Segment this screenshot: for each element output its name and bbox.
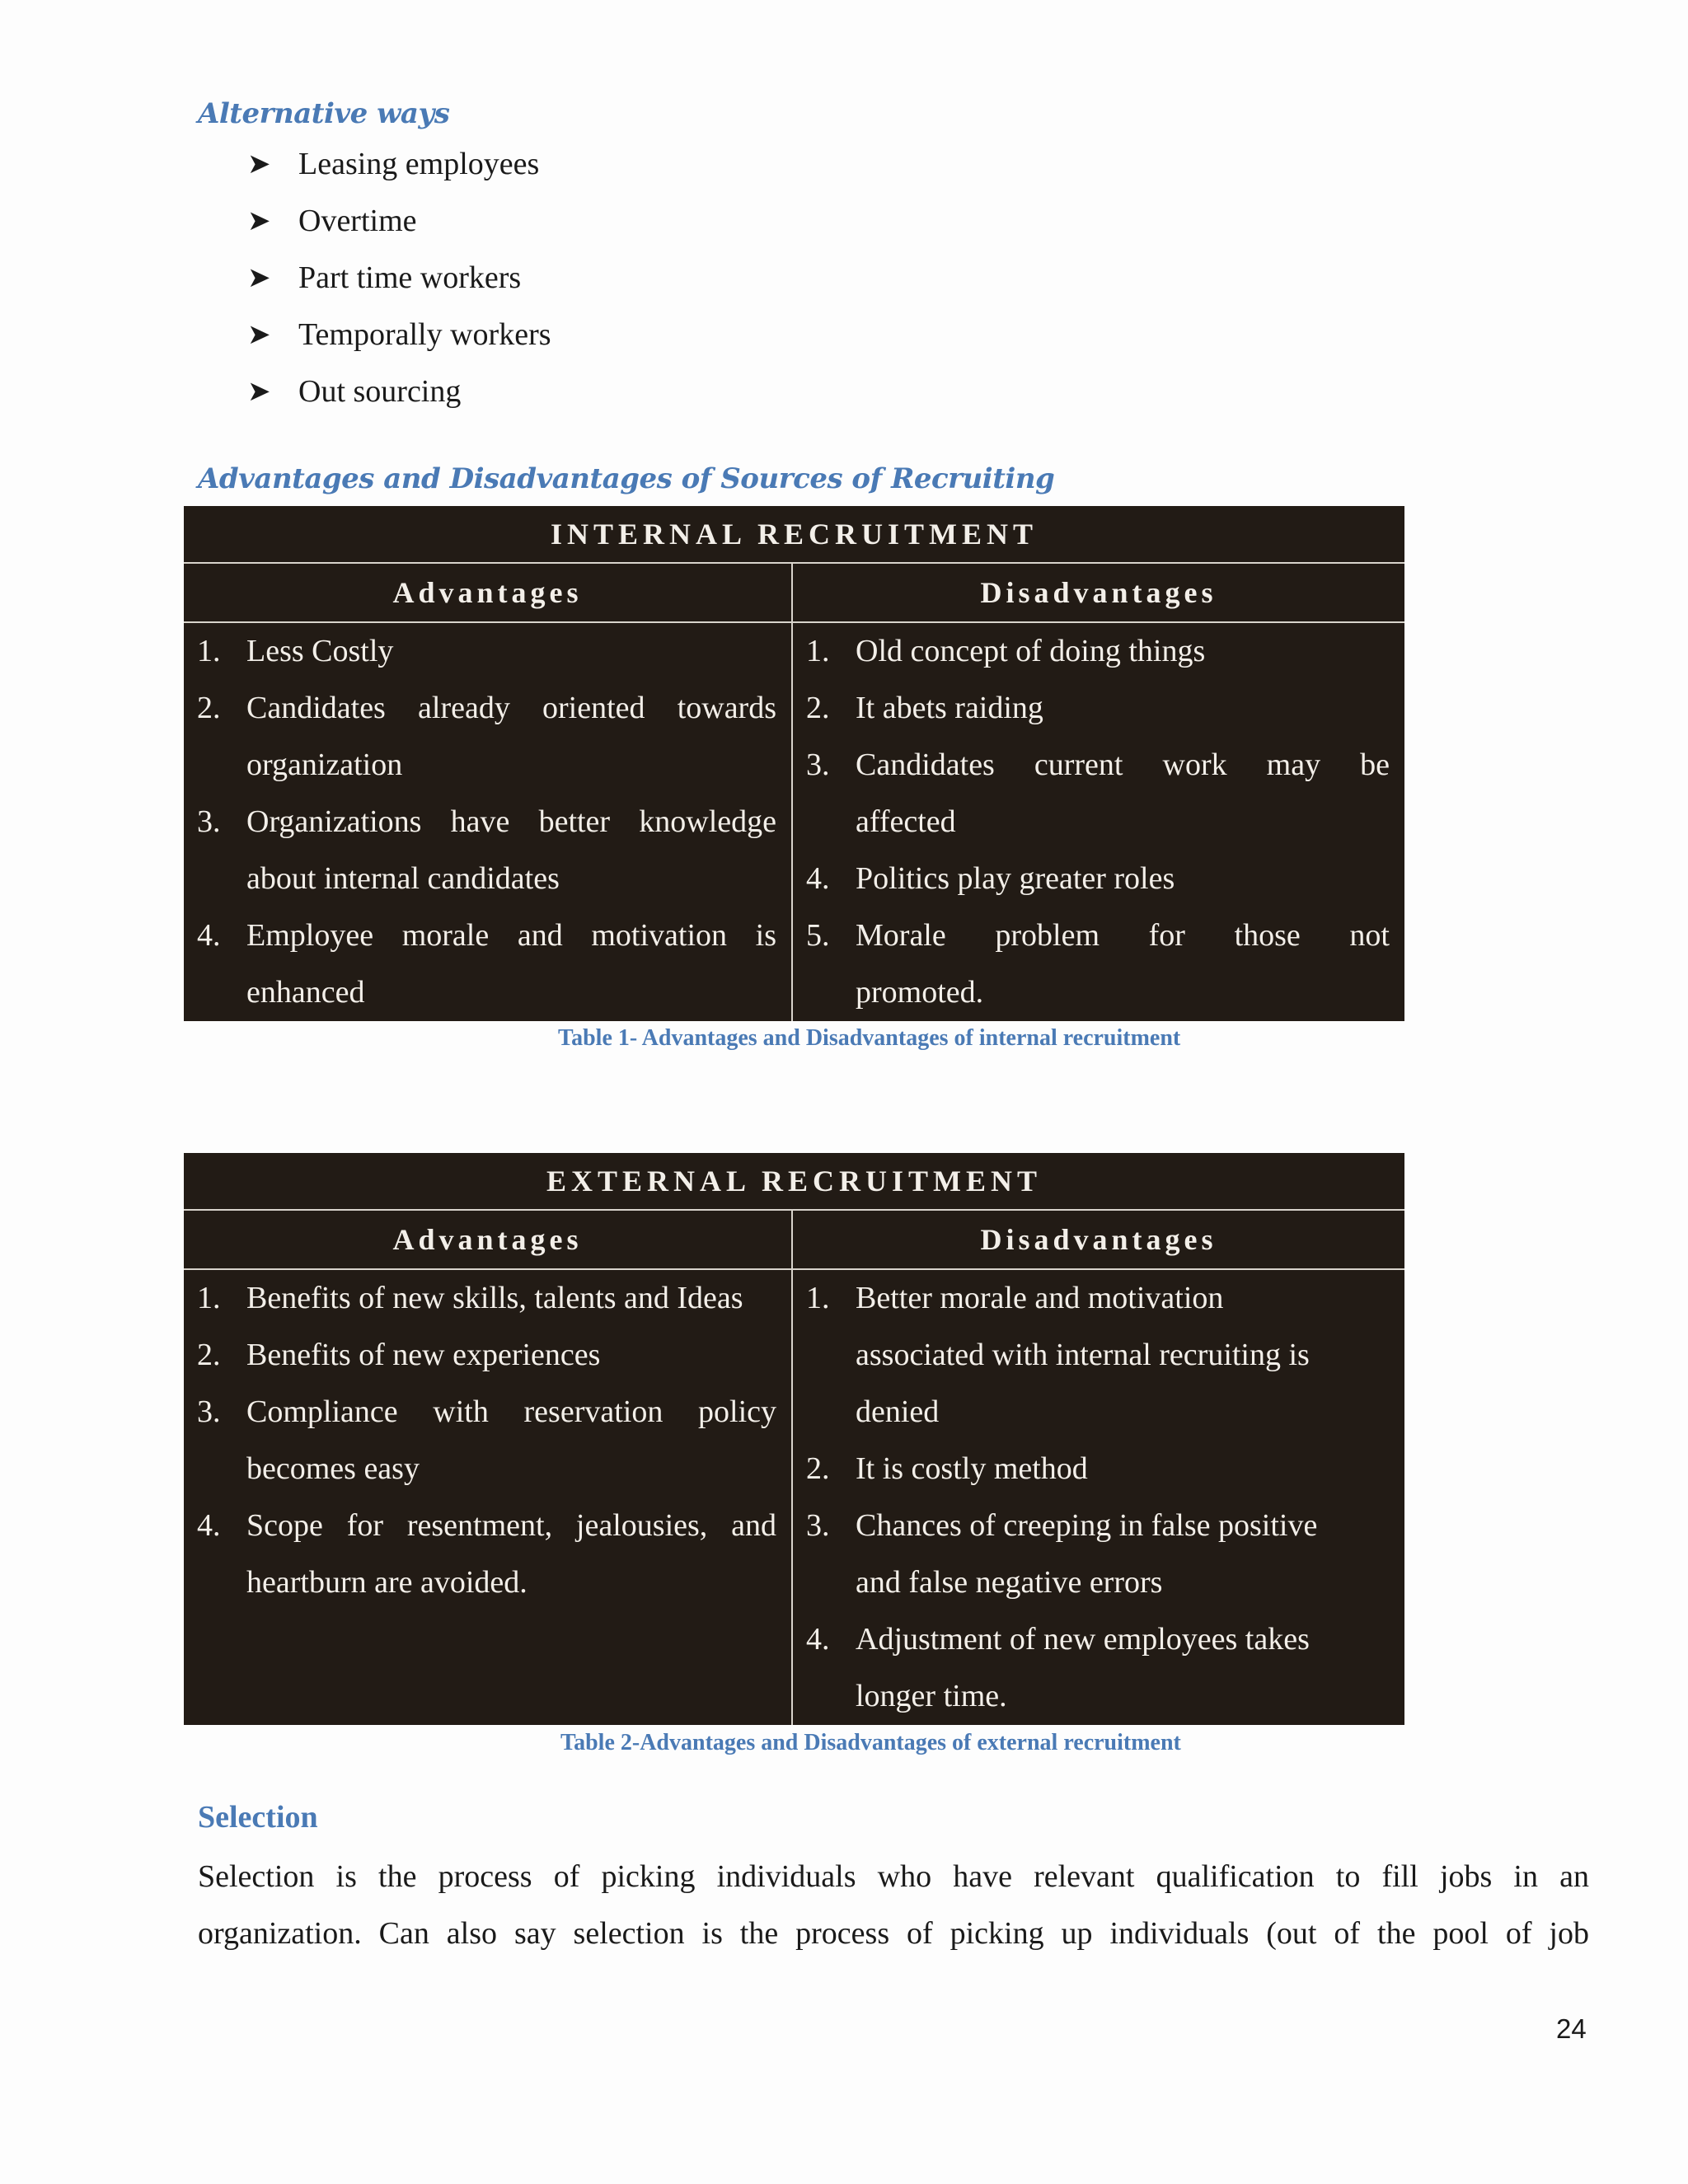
table-header-row: [184, 564, 1404, 623]
sources-heading: Advantages and Disadvantages of Sources of Recruiting: [198, 462, 1055, 495]
list-item-continuation: and false negative errors: [856, 1565, 1163, 1600]
list-item-continuation: affected: [856, 804, 956, 839]
list-item: ➤ Part time workers: [247, 260, 522, 295]
disadvantages-cell: [793, 623, 1404, 1021]
external-recruitment-table: [184, 1153, 1404, 1725]
advantages-cell: [184, 623, 793, 1021]
arrow-bullet-icon: ➤: [247, 147, 271, 180]
list-item: 1. Old concept of doing things: [806, 634, 1206, 668]
list-item: ➤ Leasing employees: [247, 146, 540, 181]
list-item: 3. Candidates current work may be: [806, 748, 1390, 782]
list-item-continuation: organization: [246, 748, 403, 782]
list-item: 2. Candidates already oriented towards: [197, 691, 776, 725]
list-item: 3. Compliance with reservation policy: [197, 1394, 776, 1429]
list-item-continuation: denied: [856, 1394, 940, 1429]
table-body-row: [184, 1270, 1404, 1725]
column-header-disadvantages: Disadvantages: [980, 1223, 1217, 1256]
page-number: 24: [1556, 2013, 1587, 2044]
list-item-continuation: about internal candidates: [246, 861, 560, 896]
list-item: 2. It is costly method: [806, 1451, 1088, 1486]
advantages-cell: [184, 1270, 793, 1725]
selection-paragraph: [198, 1849, 1589, 1962]
list-item: 2. Benefits of new experiences: [197, 1338, 601, 1372]
list-item: ➤ Overtime: [247, 203, 417, 238]
internal-recruitment-table: [184, 506, 1404, 1021]
list-item: 3. Chances of creeping in false positive: [806, 1508, 1318, 1543]
arrow-bullet-icon: ➤: [247, 317, 271, 351]
list-item: ➤ Out sourcing: [247, 373, 462, 409]
list-item: 1. Benefits of new skills, talents and Ideas: [197, 1281, 743, 1315]
list-item-continuation: becomes easy: [246, 1451, 420, 1486]
disadvantages-cell: [793, 1270, 1404, 1725]
list-item: 4. Politics play greater roles: [806, 861, 1175, 896]
list-item-continuation: promoted.: [856, 975, 984, 1010]
table-2-caption: Table 2-Advantages and Disadvantages of external recruitment: [560, 1730, 1181, 1755]
alternative-ways-list: [247, 135, 551, 419]
list-item: 2. It abets raiding: [806, 691, 1043, 725]
arrow-bullet-icon: ➤: [247, 204, 271, 237]
arrow-bullet-icon: ➤: [247, 374, 271, 408]
list-item-continuation: longer time.: [856, 1679, 1007, 1713]
list-item: 5. Morale problem for those not: [806, 918, 1390, 953]
list-item-continuation: associated with internal recruiting is: [856, 1338, 1310, 1372]
list-item: ➤ Temporally workers: [247, 316, 551, 352]
list-item: 1. Less Costly: [197, 634, 394, 668]
list-item: 4. Employee morale and motivation is: [197, 918, 776, 953]
arrow-bullet-icon: ➤: [247, 260, 271, 294]
list-item: 4. Scope for resentment, jealousies, and: [197, 1508, 776, 1543]
list-item: 4. Adjustment of new employees takes: [806, 1622, 1310, 1657]
column-header-advantages: Advantages: [184, 1211, 793, 1268]
list-item: 3. Organizations have better knowledge: [197, 804, 776, 839]
list-item-continuation: enhanced: [246, 975, 365, 1010]
table-title: INTERNAL RECRUITMENT: [184, 506, 1404, 564]
list-item-continuation: heartburn are avoided.: [246, 1565, 528, 1600]
table-title: EXTERNAL RECRUITMENT: [184, 1153, 1404, 1211]
paragraph-line: Selection is the process of picking individuals who have relevant qualification to fill jobs in an: [198, 1859, 1589, 1894]
table-1-caption: Table 1- Advantages and Disadvantages of internal recruitment: [558, 1025, 1181, 1051]
paragraph-line: organization. Can also say selection is the process of picking up individuals (out of the pool of job: [198, 1916, 1589, 1951]
column-header-advantages: Advantages: [184, 564, 793, 621]
column-header-disadvantages: Disadvantages: [980, 576, 1217, 609]
table-body-row: [184, 623, 1404, 1021]
list-item: 1. Better morale and motivation: [806, 1281, 1224, 1315]
table-header-row: [184, 1211, 1404, 1270]
selection-heading: Selection: [198, 1800, 318, 1835]
alternative-ways-heading: Alternative ways: [198, 97, 450, 130]
